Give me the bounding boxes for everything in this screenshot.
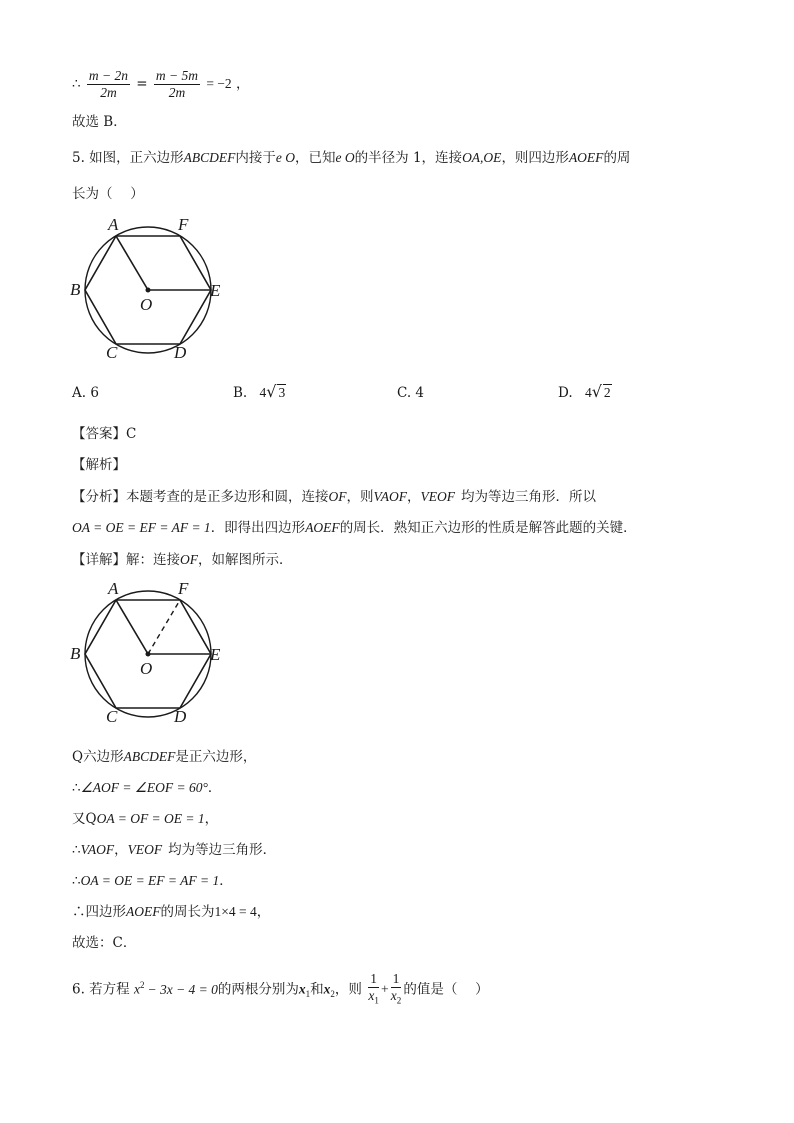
- step-2: [72, 776, 221, 796]
- step-4-pre: ∴: [72, 842, 81, 858]
- fraction-1: [87, 68, 130, 101]
- label-e: E: [210, 281, 221, 300]
- q6-f1-den-sub: 1: [374, 995, 379, 1006]
- fenxi-tag: 【分析】: [72, 489, 126, 505]
- fenxi-line2-text-1: ．即得出四边形: [210, 520, 306, 536]
- sqrt-icon: √: [591, 382, 602, 401]
- fraction-2-numerator: m − 5m: [155, 68, 199, 83]
- q6-f2-den-sub: 2: [396, 995, 402, 1006]
- equals-result: = −2: [206, 76, 232, 91]
- step-5-post: ．: [219, 873, 233, 889]
- fenxi-line2: [72, 516, 637, 536]
- q6-plus: +: [380, 981, 389, 997]
- label-o: O: [140, 295, 153, 314]
- q5-text-6: 的周: [603, 150, 631, 166]
- segment-of-dashed: [148, 600, 180, 654]
- option-d-prefix: D.: [558, 385, 573, 401]
- q5-text-5: ，则四边形: [501, 150, 569, 166]
- option-b-radicand: 3: [278, 385, 286, 400]
- q6-f1-den: x: [368, 988, 375, 1004]
- option-d-coef: 4: [584, 385, 592, 400]
- step-4: [72, 838, 276, 858]
- fraction-2: [154, 68, 200, 101]
- label-d: D: [174, 707, 187, 726]
- step-6-math: 1×4 = 4: [214, 904, 257, 919]
- sqrt-icon: √: [266, 382, 277, 401]
- step-1-hex: ABCDEF: [123, 749, 176, 764]
- step-1-post: 是正六边形，: [175, 749, 257, 765]
- q5-text-4: 的半径为 1，连接: [354, 150, 463, 166]
- q5-quad-name: AOEF: [568, 150, 604, 165]
- step-2-math: ∠AOF = ∠EOF = 60°: [80, 780, 208, 795]
- option-a: A. 6: [72, 385, 99, 401]
- label-a: A: [108, 215, 119, 234]
- answer-value: C: [126, 426, 137, 442]
- fenxi-line1: [72, 485, 596, 505]
- step-7: 故选：C．: [72, 935, 137, 951]
- q5-text-1: 5. 如图，正六边形: [72, 150, 184, 166]
- q6-x1-sub: 1: [305, 989, 311, 1000]
- step-6-pre: ∴四边形: [72, 904, 126, 920]
- q6-x2-sub: 2: [330, 989, 335, 1000]
- step-5-math: OA = OE = EF = AF = 1: [80, 873, 220, 888]
- step-6-mid: 的周长为: [160, 904, 215, 920]
- xiangjie-text-2: ，如解图所示．: [198, 552, 293, 568]
- figure-hexagon-2: [68, 574, 238, 729]
- step-2-pre: ∴: [72, 780, 81, 796]
- q6-eq-rest: − 3x − 4 = 0: [147, 981, 218, 997]
- xiangjie-line: [72, 548, 293, 568]
- q6-fraction-2: [391, 971, 402, 1009]
- segment-oa: [116, 600, 148, 654]
- step-1: [72, 745, 256, 765]
- q5-hex-name: ABCDEF: [183, 150, 236, 165]
- label-c: C: [106, 343, 118, 362]
- segment-oa: [116, 236, 148, 290]
- top-choose: 故选 B．: [72, 114, 127, 130]
- q6-mid-2: ，则: [334, 981, 362, 998]
- fenxi-tri-1: VAOF: [373, 489, 407, 504]
- option-d-radicand: 2: [603, 385, 611, 400]
- q6-f1-num: 1: [370, 971, 377, 987]
- answer-line: [72, 422, 136, 442]
- step-6-post: ，: [256, 904, 271, 920]
- label-b: B: [70, 644, 81, 663]
- fenxi-line2-quad: AOEF: [305, 520, 340, 535]
- option-d: [558, 382, 612, 401]
- center-point: [146, 652, 151, 657]
- q6-pre: 6. 若方程: [72, 981, 130, 998]
- step-3-pre: 又Q: [72, 811, 97, 827]
- answer-tag: 【答案】: [72, 426, 126, 442]
- label-b: B: [70, 280, 81, 299]
- step-6: [72, 900, 270, 920]
- q5-text-3: ，已知: [295, 150, 336, 166]
- q6-mid-1: 的两根分别为: [217, 981, 299, 998]
- q5-line1: [72, 146, 630, 166]
- fenxi-text-3: 均为等边三角形．所以: [461, 489, 596, 505]
- step-3: [72, 807, 218, 827]
- therefore-symbol: ∴: [72, 76, 81, 92]
- option-b: [233, 382, 286, 401]
- q6-x1: x: [298, 981, 306, 997]
- step-4-post: 均为等边三角形．: [168, 842, 277, 858]
- option-b-prefix: B.: [233, 385, 248, 401]
- xiangjie-text-1: 解：连接: [126, 552, 180, 568]
- step-3-post: ，: [204, 811, 219, 827]
- step-1-pre: Q六边形: [72, 749, 124, 765]
- q6-eq-x: x: [133, 981, 140, 997]
- fenxi-text-1: 本题考查的是正多边形和圆，连接: [126, 489, 329, 505]
- label-o: O: [140, 659, 153, 678]
- figure-hexagon-1: [68, 210, 238, 365]
- label-f: F: [178, 215, 189, 234]
- center-point: [146, 288, 151, 293]
- step-4-sep: ，: [114, 842, 128, 858]
- fraction-2-denominator: 2m: [168, 85, 186, 100]
- q5-circle-o-1: e O: [275, 150, 296, 165]
- q6-eq-sup: 2: [139, 980, 145, 990]
- xiangjie-of: OF: [180, 552, 198, 567]
- step-3-math: OA = OF = OE = 1: [96, 811, 205, 826]
- q6-f2-num: 1: [392, 971, 400, 987]
- label-d: D: [174, 343, 187, 362]
- q5-text-2: 内接于: [235, 150, 276, 166]
- fraction-1-denominator: 2m: [100, 85, 117, 100]
- q5-circle-o-2: e O: [335, 150, 355, 165]
- q5-line2: 长为（ ）: [72, 186, 144, 202]
- xiangjie-tag: 【详解】: [72, 552, 126, 568]
- q6-line: [72, 963, 489, 1007]
- q6-x2: x: [323, 981, 331, 997]
- fenxi-tri-2: VEOF: [420, 489, 455, 504]
- q6-f2-den: x: [390, 988, 397, 1004]
- step-2-post: ．: [207, 780, 222, 796]
- q6-end: 的值是（ ）: [403, 981, 489, 998]
- step-4-tri-1: VAOF: [80, 842, 115, 857]
- label-c: C: [106, 707, 118, 726]
- fenxi-sep: ，: [407, 489, 421, 505]
- option-c: C. 4: [397, 385, 425, 401]
- label-f: F: [178, 579, 189, 598]
- step-5: [72, 869, 233, 889]
- top-tail: ，: [235, 76, 250, 92]
- step-4-tri-2: VEOF: [127, 842, 163, 857]
- analysis-tag: 【解析】: [72, 457, 126, 473]
- equals-1: =: [136, 76, 148, 92]
- fraction-1-numerator: m − 2n: [88, 68, 128, 83]
- top-equation: [72, 64, 249, 104]
- fenxi-of: OF: [328, 489, 347, 504]
- option-b-coef: 4: [259, 385, 267, 400]
- fenxi-text-2: ，则: [346, 489, 374, 505]
- q6-and: 和: [310, 981, 324, 998]
- step-5-pre: ∴: [72, 873, 81, 889]
- label-e: E: [210, 645, 221, 664]
- q6-fraction-1: [368, 971, 379, 1009]
- label-a: A: [108, 579, 119, 598]
- step-6-quad: AOEF: [126, 904, 161, 919]
- fenxi-line2-math: OA = OE = EF = AF = 1: [72, 520, 211, 535]
- q5-segments: OA,OE: [462, 150, 502, 165]
- fenxi-line2-text-2: 的周长．熟知正六边形的性质是解答此题的关键．: [339, 520, 637, 536]
